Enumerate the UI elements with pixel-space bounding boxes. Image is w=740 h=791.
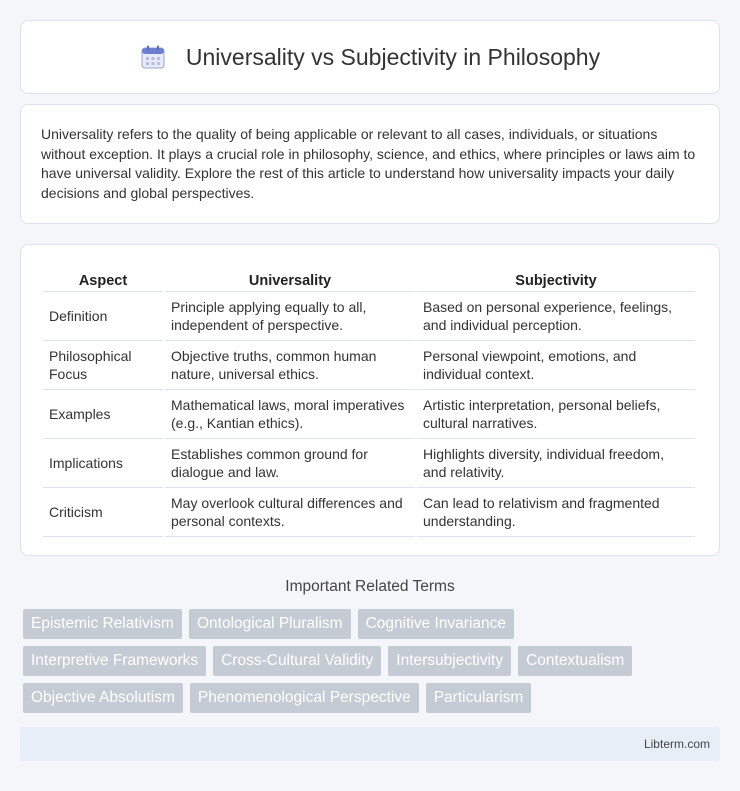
tag-row xyxy=(23,609,723,639)
header-card xyxy=(20,20,720,94)
tag-interpretive-frameworks[interactable]: Interpretive Frameworks xyxy=(23,646,206,676)
related-terms-title: Important Related Terms xyxy=(285,578,455,595)
column-header-aspect: Aspect xyxy=(78,273,128,289)
footer-brand-link[interactable]: Libterm.com xyxy=(643,737,710,751)
tag-contextualism[interactable]: Contextualism xyxy=(518,646,632,676)
table-cell-aspect: Philosophical Focus xyxy=(43,340,163,389)
footer xyxy=(20,727,720,761)
column-header-subjectivity: Subjectivity xyxy=(515,273,597,289)
table-row xyxy=(43,487,695,537)
tag-epistemic-relativism[interactable]: Epistemic Relativism xyxy=(23,609,182,639)
tag-phenomenological-perspective[interactable]: Phenomenological Perspective xyxy=(190,683,419,713)
tag-particularism[interactable]: Particularism xyxy=(426,683,532,713)
table-cell-aspect: Definition xyxy=(43,291,163,340)
table-cell-universality: Establishes common ground for dialogue and law. xyxy=(165,438,415,487)
table-row xyxy=(43,438,695,487)
column-header-universality: Universality xyxy=(248,273,332,289)
tag-intersubjectivity[interactable]: Intersubjectivity xyxy=(388,646,511,676)
page-title: Universality vs Subjectivity in Philosophy xyxy=(185,43,601,70)
table-cell-subjectivity: Based on personal experience, feelings, and individual perception. xyxy=(417,291,695,340)
table-cell-universality: Mathematical laws, moral imperatives (e.g., Kantian ethics). xyxy=(165,389,415,438)
table-cell-aspect: Implications xyxy=(43,438,163,487)
related-terms-list xyxy=(23,609,723,720)
table-cell-aspect: Examples xyxy=(43,389,163,438)
table-row xyxy=(43,291,695,340)
comparison-table-card xyxy=(20,244,720,556)
table-cell-subjectivity: Highlights diversity, individual freedom, and relativity. xyxy=(417,438,695,487)
tag-row xyxy=(23,683,723,713)
tag-cross-cultural-validity[interactable]: Cross-Cultural Validity xyxy=(213,646,381,676)
intro-text: Universality refers to the quality of being applicable or relevant to all cases, individuals, or situations without exception. It plays a crucial role in philosophy, science, and ethics, where principles or laws aim to have universal validity. Explore the rest of this article to understand how universality impacts your daily decisions and global perspectives. xyxy=(41,126,696,201)
tag-ontological-pluralism[interactable]: Ontological Pluralism xyxy=(189,609,351,639)
intro-card xyxy=(20,104,720,224)
table-row xyxy=(43,340,695,389)
tag-row xyxy=(23,646,723,676)
tag-cognitive-invariance[interactable]: Cognitive Invariance xyxy=(358,609,514,639)
table-cell-aspect: Criticism xyxy=(43,487,163,537)
table-cell-subjectivity: Artistic interpretation, personal beliefs, cultural narratives. xyxy=(417,389,695,438)
calendar-icon xyxy=(140,44,166,70)
table-cell-subjectivity: Can lead to relativism and fragmented understanding. xyxy=(417,487,695,537)
table-cell-universality: Principle applying equally to all, independent of perspective. xyxy=(165,291,415,340)
table-cell-subjectivity: Personal viewpoint, emotions, and individual context. xyxy=(417,340,695,389)
table-row xyxy=(43,389,695,438)
tag-objective-absolutism[interactable]: Objective Absolutism xyxy=(23,683,183,713)
comparison-table xyxy=(41,265,697,537)
table-cell-universality: Objective truths, common human nature, universal ethics. xyxy=(165,340,415,389)
table-cell-universality: May overlook cultural differences and personal contexts. xyxy=(165,487,415,537)
